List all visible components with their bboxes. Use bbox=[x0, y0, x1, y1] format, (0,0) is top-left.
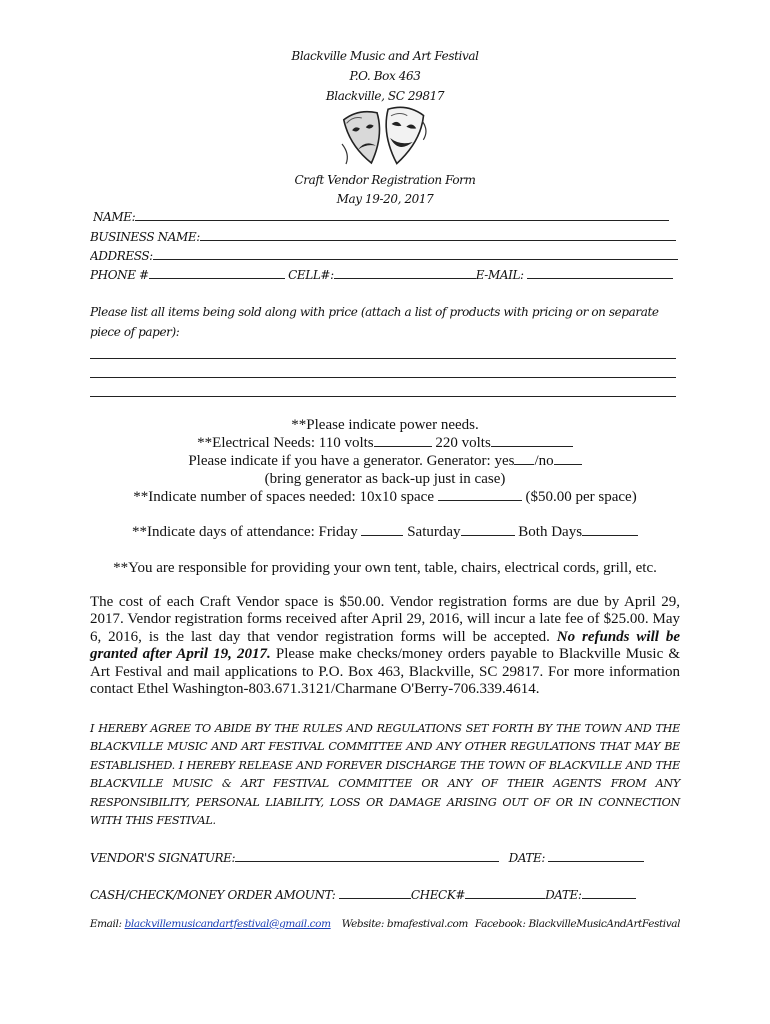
saturday-label: Saturday bbox=[407, 524, 461, 540]
no-refunds-text: No refunds will be granted after April 19, 2017. bbox=[90, 628, 680, 663]
electrical-needs-row bbox=[0, 434, 770, 452]
cost-paragraph bbox=[90, 594, 680, 698]
footer bbox=[0, 918, 770, 930]
theater-masks-icon bbox=[340, 104, 428, 170]
spaces-blank[interactable] bbox=[438, 488, 522, 501]
amount-label: CASH/CHECK/MONEY ORDER AMOUNT: bbox=[90, 888, 336, 902]
date2-blank[interactable] bbox=[582, 886, 636, 899]
name-field[interactable] bbox=[93, 208, 681, 226]
spaces-needed-row bbox=[0, 488, 770, 506]
date-blank[interactable] bbox=[548, 849, 644, 862]
payment-row bbox=[90, 886, 670, 902]
business-name-blank[interactable] bbox=[200, 228, 676, 241]
generator-row bbox=[0, 452, 770, 470]
city-state-zip: Blackville, SC 29817 bbox=[325, 89, 445, 103]
form-title: Craft Vendor Registration Form bbox=[294, 173, 476, 187]
volts-110-label: **Electrical Needs: 110 volts bbox=[197, 435, 374, 451]
cost-text-1: The cost of each Craft Vendor space is $50.00. Vendor registration forms are due by April 29, 2017. Vendor registration forms received after April 29, 2016, will incur a late fee of $25.00. May 6, 2016, is the last day that vendor registration forms will be accepted. bbox=[90, 594, 680, 645]
friday-label: **Indicate days of attendance: Friday bbox=[131, 524, 358, 540]
space-price: ($50.00 per space) bbox=[525, 489, 637, 505]
attendance-row bbox=[0, 523, 770, 541]
volts-220-blank[interactable] bbox=[491, 434, 573, 447]
cell-blank[interactable] bbox=[334, 266, 476, 279]
address-field[interactable] bbox=[90, 247, 678, 265]
both-days-blank[interactable] bbox=[582, 523, 638, 536]
phone-cell-email-row bbox=[90, 266, 678, 284]
vendor-signature-label: VENDOR'S SIGNATURE: bbox=[90, 851, 236, 865]
phone-label: PHONE # bbox=[90, 268, 149, 282]
saturday-blank[interactable] bbox=[461, 523, 515, 536]
address-label: ADDRESS: bbox=[90, 249, 153, 263]
generator-note: (bring generator as back-up just in case) bbox=[264, 471, 506, 487]
po-box: P.O. Box 463 bbox=[349, 69, 421, 83]
event-dates: May 19-20, 2017 bbox=[336, 192, 434, 206]
phone-blank[interactable] bbox=[149, 266, 285, 279]
check-blank[interactable] bbox=[465, 886, 545, 899]
generator-yes-label: Please indicate if you have a generator. Generator: yes bbox=[188, 453, 515, 469]
generator-no-blank[interactable] bbox=[554, 452, 582, 465]
footer-email-link[interactable]: blackvillemusicandartfestival@gmail.com bbox=[124, 918, 331, 930]
power-needs-heading: **Please indicate power needs. bbox=[291, 417, 479, 433]
items-line-2[interactable] bbox=[90, 377, 676, 378]
items-line-1[interactable] bbox=[90, 358, 676, 359]
volts-220-label: 220 volts bbox=[435, 435, 491, 451]
generator-no-label: /no bbox=[534, 453, 554, 469]
generator-yes-blank[interactable] bbox=[514, 452, 534, 465]
items-line-3[interactable] bbox=[90, 396, 676, 397]
cell-label: CELL#: bbox=[288, 268, 334, 282]
business-name-field[interactable] bbox=[90, 228, 678, 246]
name-label: NAME: bbox=[93, 210, 136, 224]
check-label: CHECK# bbox=[410, 888, 466, 902]
volts-110-blank[interactable] bbox=[374, 434, 432, 447]
email-label: E-MAIL: bbox=[475, 268, 524, 282]
signature-row bbox=[90, 849, 670, 865]
both-days-label: Both Days bbox=[518, 524, 583, 540]
date-label: DATE: bbox=[508, 851, 546, 865]
org-name: Blackville Music and Art Festival bbox=[291, 49, 479, 63]
liability-agreement: I HEREBY AGREE TO ABIDE BY THE RULES AND REGULATIONS SET FORTH BY THE TOWN AND THE BLACKVILLE MUSIC AND ART FESTIVAL COMMITTEE AND ANY OTHER REGULATIONS THAT MAY BE ESTABLISHED. I HEREBY RELEASE AND FOREVER DISCHARGE THE TOWN OF BLACKVILLE AND THE BLACKVILLE MUSIC & ART FESTIVAL COMMITTEE OR ANY OF THEIR AGENTS FROM ANY RESPONSIBILITY, PERSONAL LIABILITY, LOSS OR DAMAGE ARISING OUT OF OR IN CONNECTION WITH THIS FESTIVAL. bbox=[90, 722, 680, 828]
email-blank[interactable] bbox=[527, 266, 673, 279]
footer-email-label: Email: bbox=[89, 918, 122, 930]
name-blank[interactable] bbox=[135, 208, 669, 221]
footer-facebook: Facebook: BlackvilleMusicAndArtFestival bbox=[474, 918, 681, 930]
address-blank[interactable] bbox=[153, 247, 678, 260]
business-name-label: BUSINESS NAME: bbox=[90, 230, 200, 244]
amount-blank[interactable] bbox=[339, 886, 411, 899]
friday-blank[interactable] bbox=[361, 523, 403, 536]
items-prompt: Please list all items being sold along with price (attach a list of products with pricing or on separate piece of paper): bbox=[90, 305, 659, 339]
spaces-label: **Indicate number of spaces needed: 10x10 space bbox=[133, 489, 434, 505]
vendor-signature-blank[interactable] bbox=[235, 849, 499, 862]
date2-label: DATE: bbox=[545, 888, 582, 902]
cost-text-2: Please make checks/money orders payable to Blackville Music & Art Festival and mail applications to P.O. Box 463, Blackville, SC 29817. For more information contact Ethel Washington-803.671.3121/Charmane O'Berry-706.339.4614. bbox=[90, 646, 681, 698]
footer-website: Website: bmafestival.com bbox=[341, 918, 468, 930]
responsibility-note: **You are responsible for providing your own tent, table, chairs, electrical cords, grill, etc. bbox=[113, 560, 657, 576]
